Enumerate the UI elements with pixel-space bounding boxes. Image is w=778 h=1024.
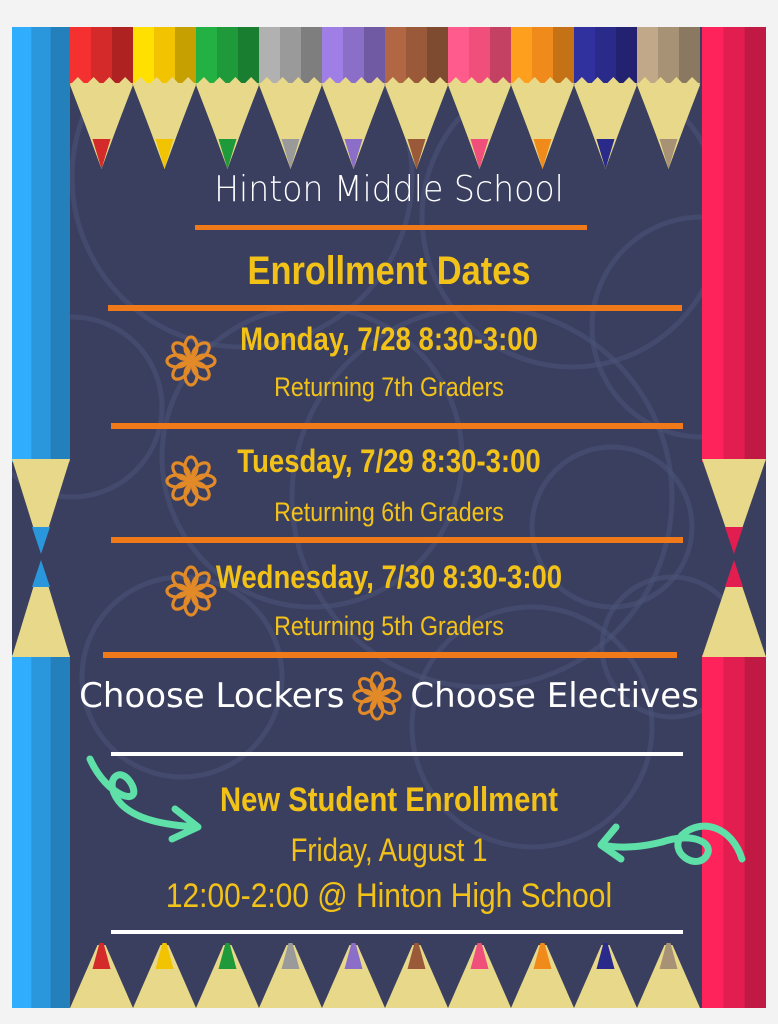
pencil-top: [574, 27, 637, 169]
session-day: Wednesday, 7/30 8:30-3:00: [215, 559, 563, 595]
pencil-bottom: [133, 943, 196, 1008]
pencil-bottom: [385, 943, 448, 1008]
pencil-top: [511, 27, 574, 169]
divider-line: [195, 225, 587, 230]
pencil-top: [259, 27, 322, 169]
divider-line: [103, 652, 677, 658]
session-group: Returning 5th Graders: [274, 611, 504, 641]
new-student-time-place: 12:00-2:00 @ Hinton High School: [165, 877, 613, 915]
flower-icon: [352, 671, 402, 721]
divider-line-white: [111, 752, 683, 756]
session-day: Tuesday, 7/29 8:30-3:00: [237, 443, 541, 479]
school-name: Hinton Middle School: [214, 169, 564, 210]
pencil-bottom: [196, 943, 259, 1008]
divider-line: [111, 537, 683, 543]
pencil-bottom: [511, 943, 574, 1008]
pencil-bottom: [259, 943, 322, 1008]
flower-icon: [165, 565, 217, 617]
pencil-top: [196, 27, 259, 169]
pencil-top: [133, 27, 196, 169]
pencil-top: [70, 27, 133, 169]
session-day: Monday, 7/28 8:30-3:00: [240, 321, 538, 357]
choose-electives-text: Choose Electives: [410, 676, 699, 716]
flower-icon: [165, 455, 217, 507]
session-group: Returning 7th Graders: [274, 372, 504, 402]
divider-line: [111, 423, 683, 429]
flower-icon: [165, 335, 217, 387]
choose-line: [12, 671, 766, 721]
pencil-bottom: [70, 943, 133, 1008]
new-student-heading: New Student Enrollment: [220, 781, 558, 819]
pencil-bottom: [448, 943, 511, 1008]
pencil-top: [322, 27, 385, 169]
new-student-date: Friday, August 1: [290, 832, 488, 868]
session-group: Returning 6th Graders: [274, 497, 504, 527]
pencil-top: [637, 27, 700, 169]
pencil-bottom: [637, 943, 700, 1008]
pencil-top: [448, 27, 511, 169]
pencil-bottom: [322, 943, 385, 1008]
divider-line: [108, 305, 682, 311]
divider-line-white: [111, 930, 683, 934]
enrollment-flyer: [12, 27, 766, 1008]
pencil-bottom: [574, 943, 637, 1008]
choose-lockers-text: Choose Lockers: [79, 676, 345, 716]
flyer-title: Enrollment Dates: [247, 249, 531, 293]
